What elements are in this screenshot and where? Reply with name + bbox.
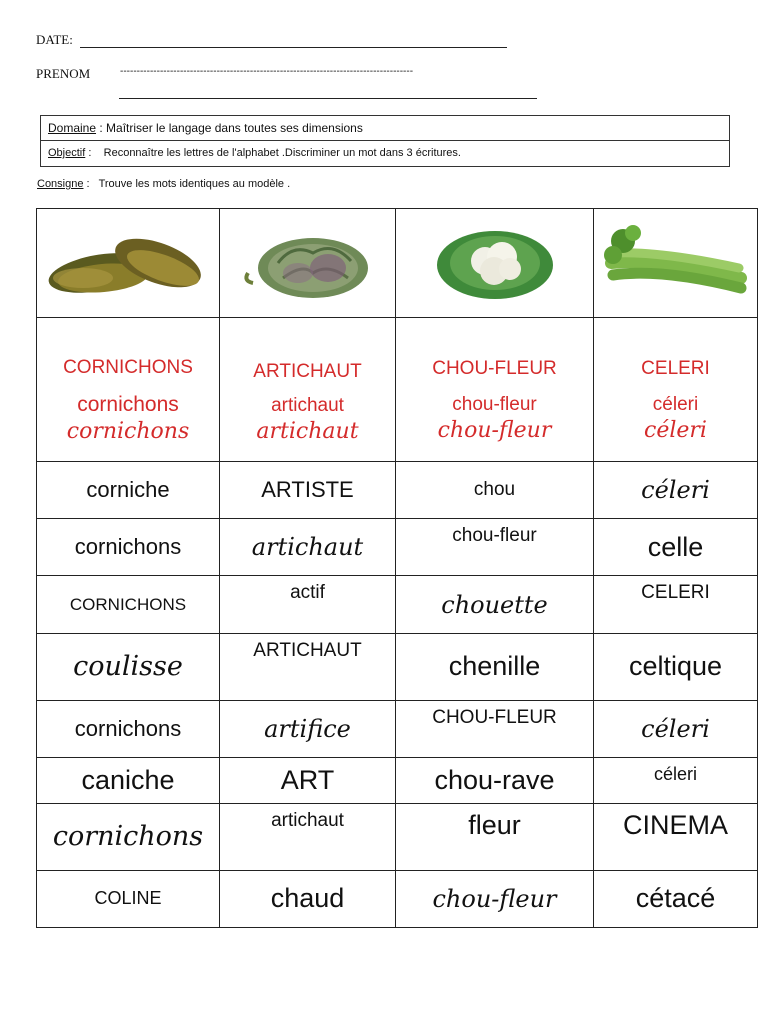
word: artifice [264,714,351,743]
word: CHOU-FLEUR [432,706,557,728]
model-cursive: artichaut [256,419,359,445]
model-lower: céleri [652,394,699,416]
word-cell[interactable] [37,519,220,576]
artichoke-cell [220,209,396,318]
word-cell[interactable] [594,700,758,757]
pickles-cell [37,209,220,318]
word-row-7 [37,803,758,870]
word: CORNICHONS [69,594,187,614]
date-label: DATE: [36,32,73,47]
model-upper: CORNICHONS [63,357,193,379]
word-cell[interactable] [220,576,396,633]
word: chouette [441,590,548,619]
word: ART [280,764,335,795]
model-row [37,318,758,462]
cauliflower-cell [396,209,594,318]
model-upper: ARTICHAUT [253,361,362,383]
word-cell[interactable] [37,757,220,803]
word: CELERI [641,582,710,604]
word-row-5 [37,700,758,757]
artichoke-image [233,223,383,303]
word-cell[interactable] [594,870,758,927]
word: céleri [641,476,710,505]
word-cell[interactable] [220,757,396,803]
image-row [37,209,758,318]
word: caniche [81,764,175,795]
word-row-4 [37,633,758,700]
objectif-label: Objectif [48,147,86,159]
word-cell[interactable] [396,633,594,700]
objectif-row [41,140,729,166]
word-cell[interactable] [220,803,396,870]
cauliflower-image [430,223,560,303]
word: artichaut [251,533,364,562]
word: chou-rave [434,764,555,795]
word-cell[interactable] [594,757,758,803]
word: cornichons [52,821,204,853]
consigne [37,178,290,190]
model-lower: artichaut [271,395,344,417]
word: ARTISTE [261,477,354,503]
word-row-1 [37,462,758,519]
word: cétacé [635,883,716,914]
prenom-field-line[interactable] [119,98,537,99]
word: chou [473,479,516,501]
word-cell[interactable] [37,633,220,700]
word: céleri [641,714,710,743]
model-lower: cornichons [77,393,179,417]
domaine-text: : Maîtriser le langage dans toutes ses dimensions [96,121,363,135]
word-cell[interactable] [220,519,396,576]
model-cell-cornichons [37,318,220,462]
word-cell[interactable] [220,700,396,757]
word: artichaut [271,809,344,831]
word-cell[interactable] [396,700,594,757]
word: chenille [448,651,541,682]
word: actif [290,582,325,604]
celery-image [601,223,751,303]
word-cell[interactable] [220,633,396,700]
word: fleur [468,809,521,840]
word-cell[interactable] [396,803,594,870]
word: chou-fleur [432,884,557,913]
word: chaud [270,883,345,914]
word-cell[interactable] [396,757,594,803]
word-grid [36,208,758,928]
domaine-row [41,116,729,140]
word-row-2 [37,519,758,576]
word-cell[interactable] [396,462,594,519]
model-upper: CHOU-FLEUR [432,358,557,380]
info-box [40,115,730,167]
model-cell-celeri [594,318,758,462]
objectif-text: : Reconnaître les lettres de l'alphabet .Discriminer un mot dans 3 écritures. [85,147,461,159]
word-cell[interactable] [594,576,758,633]
word-cell[interactable] [220,462,396,519]
model-cursive: chou-fleur [437,418,552,444]
prenom-dash-line[interactable]: ---------------------------------------------------------------------------------------- [120,66,414,77]
word: cornichons [74,715,182,741]
word-row-3 [37,576,758,633]
word-row-6 [37,757,758,803]
word: CINEMA [622,809,728,840]
word-cell[interactable] [594,803,758,870]
word: COLINE [94,888,162,909]
prenom-label: PRENOM [36,66,91,81]
pickles-image [43,223,213,303]
word-cell[interactable] [37,576,220,633]
word-cell[interactable] [37,870,220,927]
word: celle [647,531,704,562]
word-cell[interactable] [396,870,594,927]
word: cornichons [74,534,182,560]
word-cell[interactable] [594,462,758,519]
model-lower: chou-fleur [452,394,537,416]
word: coulisse [73,651,183,683]
model-upper: CELERI [641,358,710,380]
word-cell[interactable] [396,519,594,576]
model-cell-artichaut [220,318,396,462]
model-cursive: cornichons [66,419,190,445]
domaine-label: Domaine [48,121,97,135]
word-cell[interactable] [396,576,594,633]
word: corniche [86,477,170,503]
date-field-line[interactable] [80,47,507,48]
model-cursive: céleri [644,418,707,444]
consigne-text: : Trouve les mots identiques au modèle . [83,178,291,190]
word: chou-fleur [452,525,537,547]
word: céleri [653,763,697,784]
celery-cell [594,209,758,318]
word: celtique [628,651,723,682]
word-cell[interactable] [37,462,220,519]
word-cell[interactable] [37,700,220,757]
word-cell[interactable] [594,633,758,700]
model-cell-chou-fleur [396,318,594,462]
consigne-label: Consigne [37,178,84,190]
word-cell[interactable] [220,870,396,927]
word-cell[interactable] [594,519,758,576]
word-cell[interactable] [37,803,220,870]
word: ARTICHAUT [253,639,362,661]
word-row-8 [37,870,758,927]
